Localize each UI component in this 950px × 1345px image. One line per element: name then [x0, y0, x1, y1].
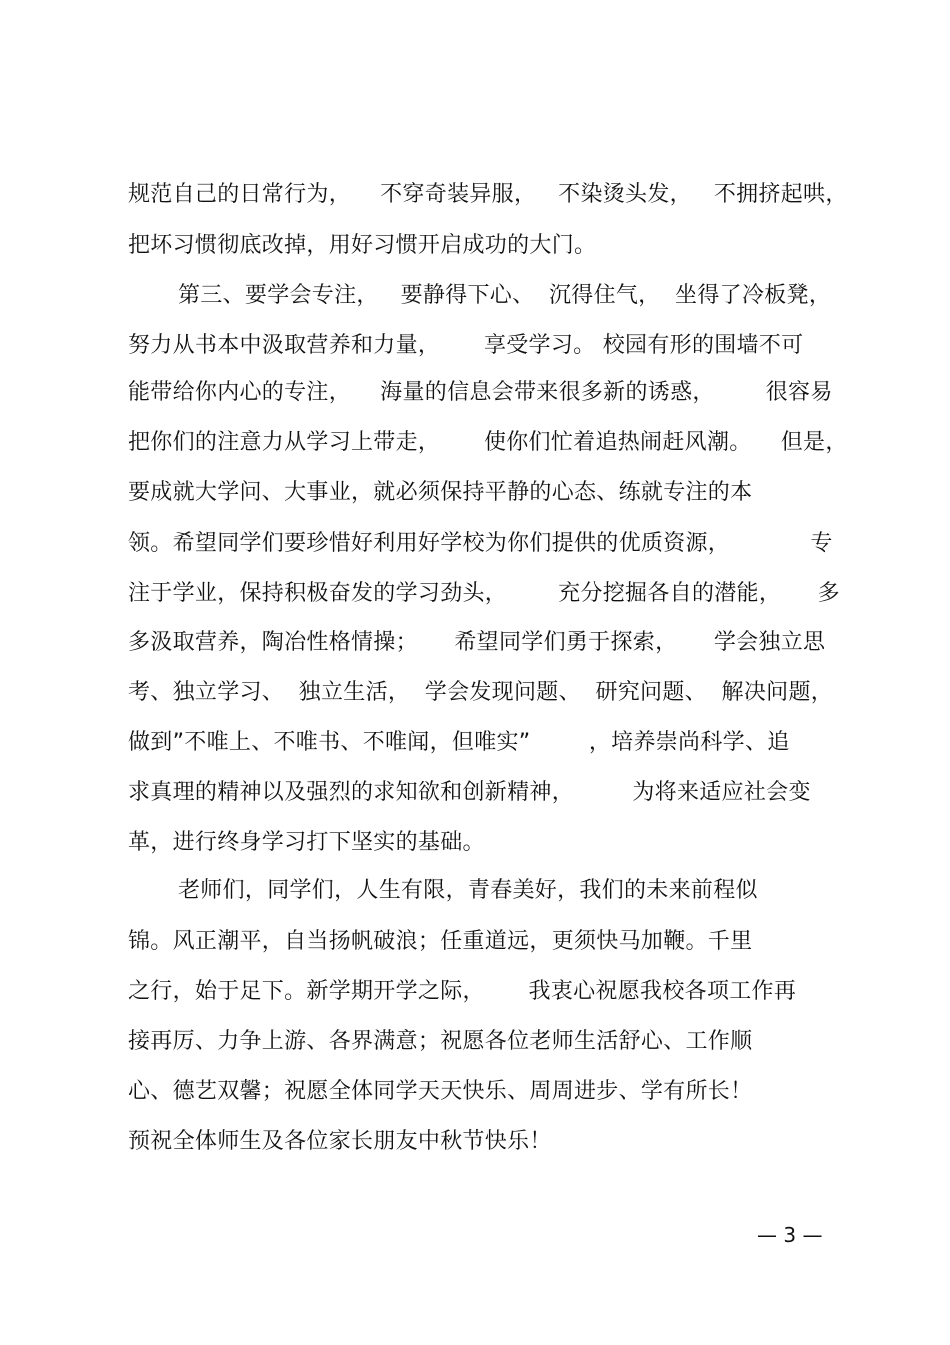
text-line: 心、德艺双馨；祝愿全体同学天天快乐、周周进步、学有所长！ — [128, 1079, 753, 1104]
text-line: 之行，始于足下。新学期开学之际， 我衷心祝愿我校各项工作再 — [128, 979, 797, 1004]
text-line: 努力从书本中汲取营养和力量， 享受学习。 校园有形的围墙不可 — [128, 333, 804, 358]
paragraph-start-line: 老师们，同学们，人生有限，青春美好，我们的未来前程似 — [178, 878, 758, 903]
text-line: 注于学业，保持积极奋发的学习劲头， 充分挖掘各自的潜能， 多 — [128, 581, 840, 606]
text-line: 做到”不唯上、不唯书、不唯闻，但唯实” ，培养崇尚科学、追 — [128, 730, 790, 755]
text-line: 考、独立学习、 独立生活， 学会发现问题、 研究问题、 解决问题， — [128, 680, 834, 705]
text-line: 求真理的精神以及强烈的求知欲和创新精神， 为将来适应社会变 — [128, 780, 811, 805]
text-line: 能带给你内心的专注， 海量的信息会带来很多新的诱惑， 很容易 — [128, 380, 833, 405]
text-line: 革，进行终身学习打下坚实的基础。 — [128, 830, 485, 855]
page-number: — 3 — — [757, 1223, 823, 1247]
paragraph-start-line: 第三、要学会专注， 要静得下心、 沉得住气， 坐得了冷板凳， — [178, 283, 832, 308]
text-line: 领。希望同学们要珍惜好利用好学校为你们提供的优质资源， 专 — [128, 531, 833, 556]
text-line: 预祝全体师生及各位家长朋友中秋节快乐！ — [128, 1129, 552, 1154]
text-line: 要成就大学问、大事业，就必须保持平静的心态、练就专注的本 — [128, 480, 753, 505]
text-line: 接再厉、力争上游、各界满意；祝愿各位老师生活舒心、工作顺 — [128, 1029, 753, 1054]
text-line: 把坏习惯彻底改掉，用好习惯开启成功的大门。 — [128, 233, 597, 258]
text-line: 把你们的注意力从学习上带走， 使你们忙着追热闹赶风潮。 但是， — [128, 430, 848, 455]
text-line: 多汲取营养，陶冶性格情操； 希望同学们勇于探索， 学会独立思 — [128, 630, 826, 655]
text-line: 规范自己的日常行为， 不穿奇装异服， 不染烫头发， 不拥挤起哄， — [128, 182, 848, 207]
text-line: 锦。风正潮平，自当扬帆破浪；任重道远，更须快马加鞭。千里 — [128, 929, 753, 954]
